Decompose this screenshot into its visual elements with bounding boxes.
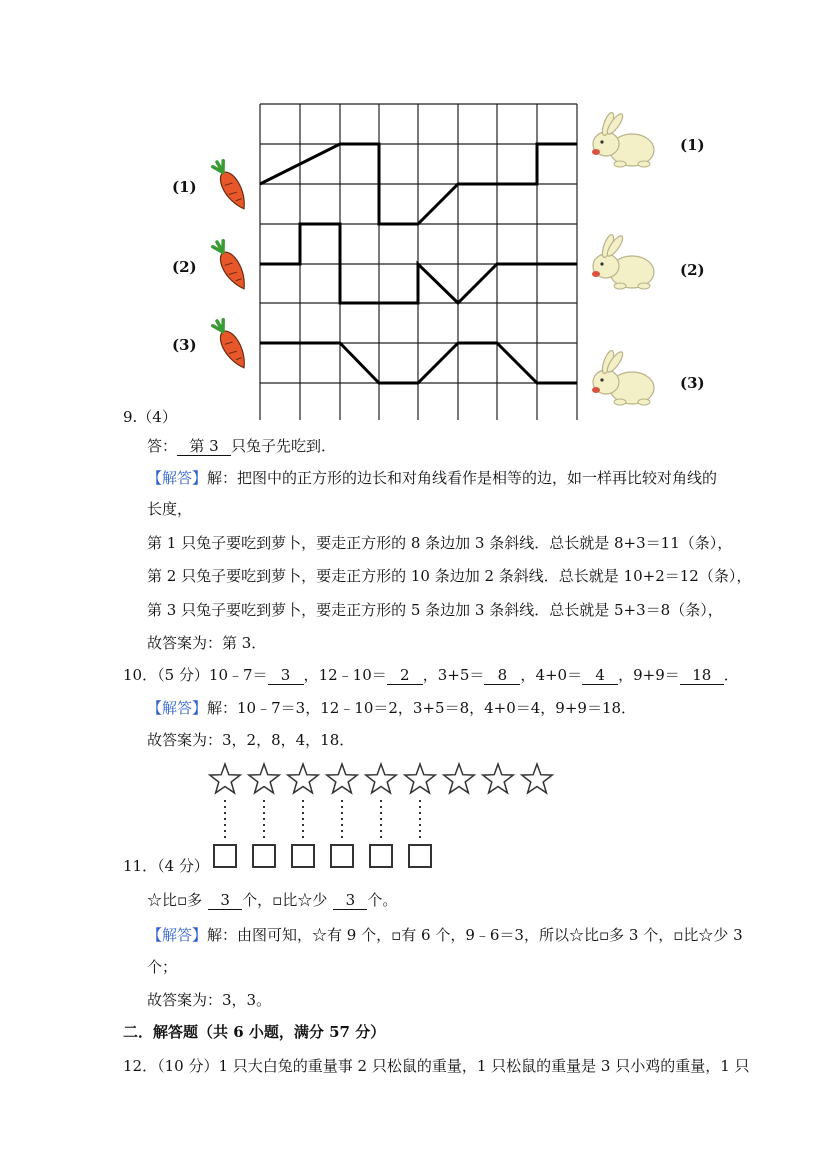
route-grid-figure bbox=[0, 0, 830, 430]
square-icon bbox=[370, 845, 392, 867]
rabbit-icon bbox=[592, 233, 654, 289]
q9-answer-suffix: 只兔子先吃到． bbox=[231, 437, 337, 455]
q10-expr-5: 9+9＝ bbox=[633, 666, 680, 684]
star-icon bbox=[327, 764, 357, 793]
q9-answer bbox=[147, 436, 336, 456]
q11-explain bbox=[147, 925, 743, 945]
q10-blank-4: 4 bbox=[582, 666, 618, 685]
q10-blank-3: 8 bbox=[484, 666, 520, 685]
q10-conclusion: 故答案为：3，2，8，4，18． bbox=[147, 731, 355, 749]
q9-rabbit-2: 第 2 只兔子要吃到萝卜，要走正方形的 10 条边加 2 条斜线．总长就是 10+2＝12（条）， bbox=[147, 567, 752, 585]
square-icon bbox=[253, 845, 275, 867]
q10-blank-2: 2 bbox=[387, 666, 423, 685]
carrot-icon bbox=[210, 158, 251, 213]
carrot-icon bbox=[210, 317, 251, 372]
star-icon bbox=[522, 764, 552, 793]
q12-text: 12．（10 分）1 只大白兔的重量事 2 只松鼠的重量，1 只松鼠的重量是 3 只小鸡的重量，1 只 bbox=[123, 1057, 750, 1075]
q10-expr-3: 3+5＝ bbox=[437, 666, 485, 684]
q9-rabbit-3: 第 3 只兔子要吃到萝卜，要走正方形的 5 条边加 3 条斜线．总长就是 5+3＝8（条）， bbox=[147, 601, 723, 619]
q11-explain-b: 个； bbox=[147, 958, 178, 976]
q9-answer-blank: 第 3 bbox=[177, 437, 231, 456]
star-icon bbox=[405, 764, 435, 793]
right-label-3: (3) bbox=[680, 374, 705, 392]
q9-conclusion: 故答案为：第 3． bbox=[147, 634, 267, 652]
q9-explain-1a: 解：把图中的正方形的边长和对角线看作是相等的边，如一样再比较对角线的 bbox=[207, 469, 718, 487]
rabbit-icon bbox=[592, 349, 654, 405]
left-label-3: (3) bbox=[172, 336, 197, 354]
section-2-heading: 二．解答题（共 6 小题，满分 57 分） bbox=[123, 1023, 386, 1041]
q11-blank-a: 3 bbox=[208, 891, 242, 910]
star-icon bbox=[444, 764, 474, 793]
q9-explain-1b: 长度， bbox=[147, 500, 193, 518]
rabbit-icon bbox=[592, 111, 654, 167]
q11-explain-a: 解：由图可知，☆有 9 个，▫有 6 个，9﹣6＝3，所以☆比▫多 3 个，▫比☆少 3 bbox=[207, 926, 743, 944]
left-label-1: (1) bbox=[172, 178, 197, 196]
q9-rabbit-1: 第 1 只兔子要吃到萝卜，要走正方形的 8 条边加 3 条斜线．总长就是 8+3＝11（条）， bbox=[147, 534, 733, 552]
carrot-icon bbox=[210, 238, 251, 293]
square-icon bbox=[409, 845, 431, 867]
star-icon bbox=[210, 764, 240, 793]
q11-text-c: 个。 bbox=[367, 891, 398, 909]
q10-blank-5: 18 bbox=[680, 666, 724, 685]
star-icon bbox=[483, 764, 513, 793]
right-label-2: (2) bbox=[680, 261, 705, 279]
q11-answer bbox=[147, 890, 397, 910]
q10-expr-1: 10﹣7＝ bbox=[208, 666, 268, 684]
q10-expr-2: 12﹣10＝ bbox=[318, 666, 387, 684]
q10-end: ． bbox=[723, 666, 739, 684]
square-icon bbox=[292, 845, 314, 867]
left-label-2: (2) bbox=[172, 258, 197, 276]
q10-explain bbox=[147, 698, 636, 718]
q11-jieda-tag: 【解答】 bbox=[147, 926, 208, 944]
q9-number: 9.（4） bbox=[123, 408, 177, 426]
star-icon bbox=[249, 764, 279, 793]
q10-line: 10．（5 分）10﹣7＝ 3 ，12﹣10＝ 2 ，3+5＝ 8 ，4+0＝ 4 ，9+9＝ 18 ． bbox=[123, 666, 739, 684]
q10-blank-1: 3 bbox=[268, 666, 304, 685]
q9-jieda-tag: 【解答】 bbox=[147, 469, 208, 487]
star-icon bbox=[288, 764, 318, 793]
q11-blank-b: 3 bbox=[333, 891, 367, 910]
q11-number: 11．（4 分） bbox=[123, 857, 209, 875]
grid-svg bbox=[0, 0, 830, 430]
square-icon bbox=[331, 845, 353, 867]
right-label-1: (1) bbox=[680, 136, 705, 154]
q11-conclusion: 故答案为：3，3。 bbox=[147, 991, 272, 1009]
q10-number: 10．（5 分） bbox=[123, 666, 209, 684]
q10-jieda-tag: 【解答】 bbox=[147, 699, 208, 717]
q9-explain-line1 bbox=[147, 468, 717, 488]
q9-answer-prefix: 答： bbox=[147, 437, 178, 455]
q10-expr-4: 4+0＝ bbox=[535, 666, 583, 684]
q10-explain-text: 解：10﹣7＝3，12﹣10＝2，3+5＝8，4+0＝4，9+9＝18． bbox=[207, 699, 637, 717]
grid-lines bbox=[260, 104, 577, 420]
q11-text-b: 个，▫比☆少 bbox=[242, 891, 328, 909]
square-icon bbox=[214, 845, 236, 867]
q11-text-a: ☆比▫多 bbox=[147, 891, 203, 909]
star-icon bbox=[366, 764, 396, 793]
